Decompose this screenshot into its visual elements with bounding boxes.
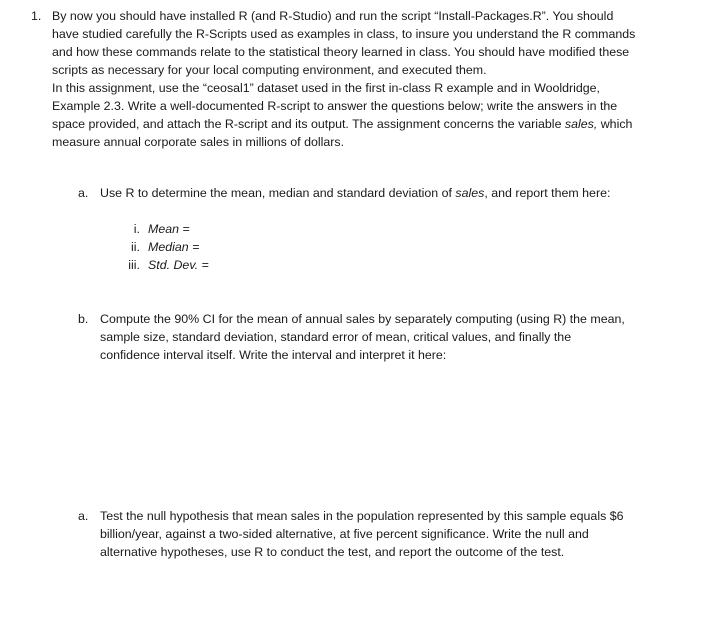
question-intro xyxy=(52,7,642,151)
instructions-text-end: which measure annual corporate sales in millions of dollars. xyxy=(52,117,633,149)
part-text: Compute the 90% CI for the mean of annual sales by separately computing (using R) the mean, sample size, standard deviation, standard error of mean, critical values, and finally the confidence interval itself. Write the interval and interpret it here: xyxy=(100,312,625,362)
part-a-descriptive-stats xyxy=(78,184,634,202)
item-label: Std. Dev. = xyxy=(148,258,209,272)
item-label: Mean = xyxy=(148,222,190,236)
answer-item-mean xyxy=(118,220,318,238)
intro-paragraph: By now you should have installed R (and R-Studio) and run the script “Install-Packages.R”. You should have studied carefully the R-Scripts used as examples in class, to insure you understand the R commands and how these commands relate to the statistical theory learned in class. You should have modified these scripts as necessary for your local computing environment, and executed them. xyxy=(52,9,636,77)
variable-name: sales, xyxy=(564,117,598,131)
instructions-paragraph xyxy=(52,79,642,151)
part-b-confidence-interval xyxy=(78,310,634,364)
item-numeral: i. xyxy=(133,222,140,236)
item-numeral: iii. xyxy=(128,258,140,272)
answer-item-std-dev xyxy=(118,256,318,274)
part-label: a. xyxy=(78,509,89,523)
part-text: Test the null hypothesis that mean sales in the population represented by this sample equals $6 billion/year, against a two-sided alternative, at five percent significance. Write the null and alternative hypotheses, use R to conduct the test, and report the outcome of the test. xyxy=(100,509,624,559)
instructions-text: In this assignment, use the “ceosal1” dataset used in the first in-class R example and in Wooldridge, Example 2.3. Write a well-documented R-script to answer the questions below; write the answers in the space provided, and attach the R-script and its output. The assignment concerns the variable xyxy=(52,81,618,131)
item-numeral: ii. xyxy=(131,240,140,254)
part-label: b. xyxy=(78,312,89,326)
item-label: Median = xyxy=(148,240,200,254)
part-label: a. xyxy=(78,186,89,200)
stats-answer-list xyxy=(118,220,318,274)
question-number: 1. xyxy=(31,9,42,23)
part-text: Use R to determine the mean, median and standard deviation of sales, and report them here: xyxy=(100,186,611,200)
answer-item-median xyxy=(118,238,318,256)
variable-name: sales xyxy=(455,186,485,200)
part-a-hypothesis-test xyxy=(78,507,634,561)
